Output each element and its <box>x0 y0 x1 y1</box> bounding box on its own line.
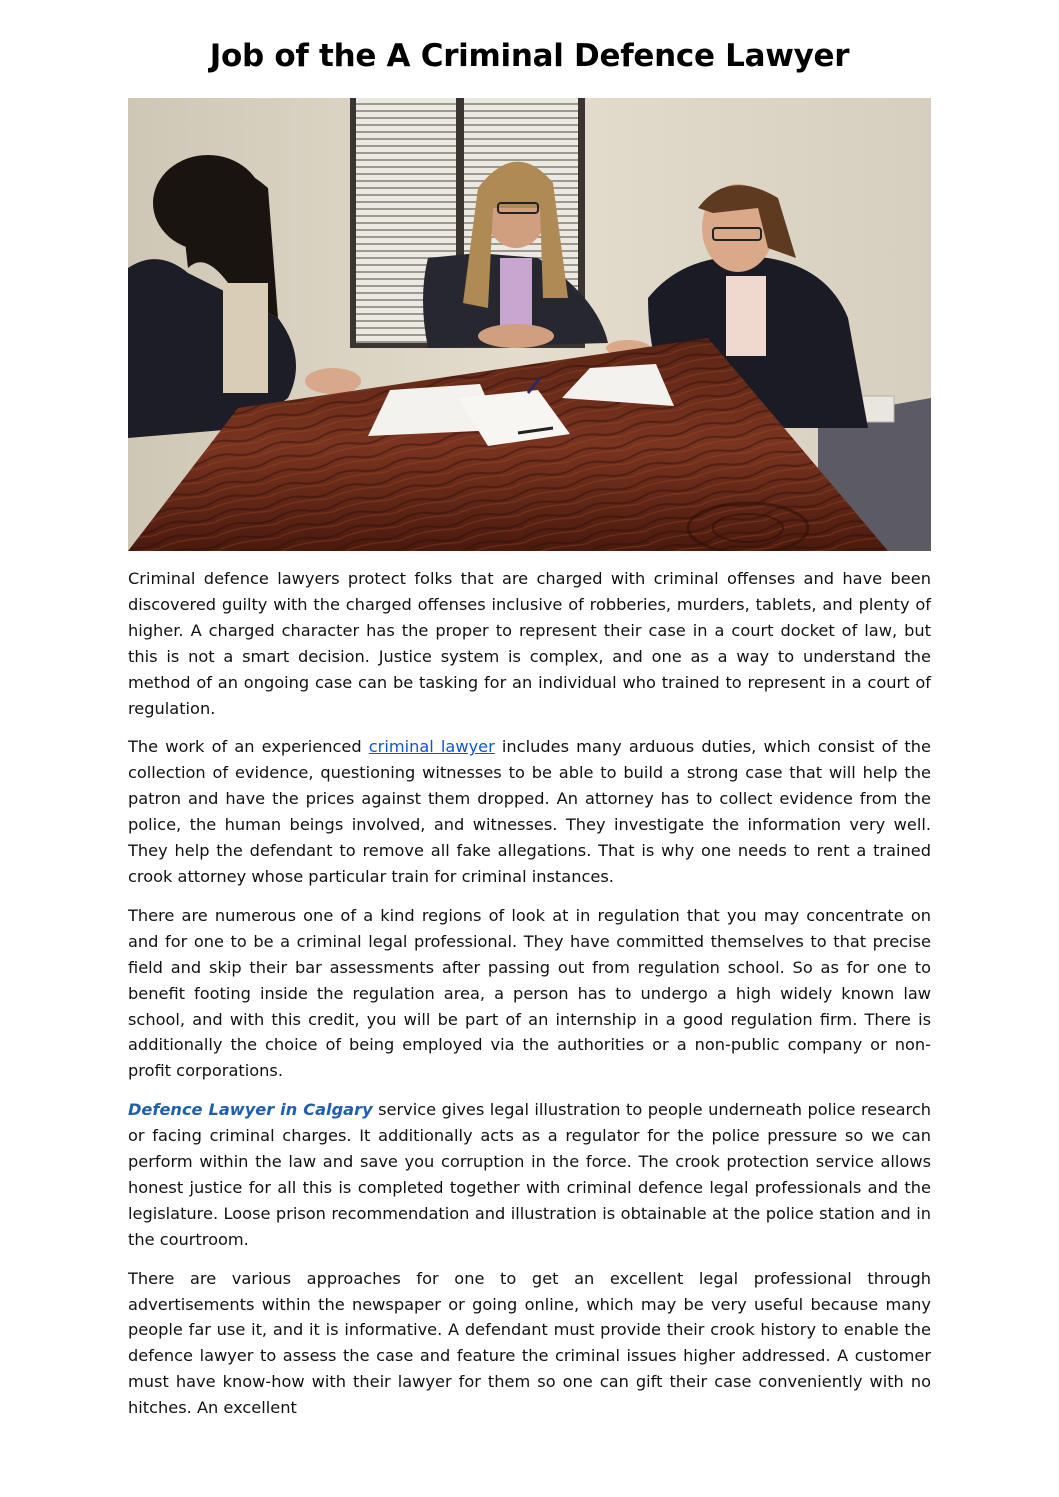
paragraph-3: There are numerous one of a kind regions of look at in regulation that you may concentrate on and for one to be a criminal legal professional. They have committed themselves to that precise field and skip their bar assessments after passing out from regulation school. So as for one to benefit footing inside the regulation area, a person has to undergo a high widely known law school, and with this credit, you will be part of an internship in a good regulation firm. There is additionally the choice of being employed via the authorities or a non-public company or non-profit corporations. <box>128 905 931 1081</box>
lawyers-meeting-photo <box>128 98 931 551</box>
paragraph-1: Criminal defence lawyers protect folks that are charged with criminal offenses and have been discovered guilty with the charged offenses inclusive of robberies, murders, tablets, and plenty of higher. A charged character has the proper to represent their case in a court docket of law, but this is not a smart decision. Justice system is complex, and one as a way to understand the method of an ongoing case can be tasking for an individual who trained to represent in a court of regulation. <box>128 569 931 718</box>
paragraph-2-lead: The work of an experienced <box>128 737 369 757</box>
paragraph-4 <box>128 1097 931 1252</box>
paragraph-2-rest: includes many arduous duties, which consist of the collection of evidence, questioning witnesses to be able to build a strong case that will help the patron and have the prices against them dropped. An attorney has to collect evidence from the police, the human beings involved, and witnesses. They investigate the information very well. They help the defendant to remove all fake allegations. That is why one needs to rent a trained crook attorney whose particular train for criminal instances. <box>128 737 931 886</box>
paragraph-2 <box>128 734 931 889</box>
paragraph-4-rest: service gives legal illustration to people underneath police research or facing criminal charges. It additionally acts as a regulator for the police pressure so we can perform within the law and save you corruption in the force. The crook protection service allows honest justice for all this is completed together with criminal defence legal professionals and the legislature. Loose prison recommendation and illustration is obtainable at the police station and in the courtroom. <box>128 1100 931 1249</box>
defence-lawyer-calgary-link[interactable]: Defence Lawyer in Calgary <box>128 1100 373 1120</box>
page-title: Job of the A Criminal Defence Lawyer <box>209 38 850 74</box>
criminal-lawyer-link[interactable]: criminal lawyer <box>368 737 495 757</box>
paragraph-5: There are various approaches for one to get an excellent legal professional through advertisements within the newspaper or going online, which may be very useful because many people far use it, and it is informative. A defendant must provide their crook history to enable the defence lawyer to assess the case and feature the criminal issues higher addressed. A customer must have know-how with their lawyer for them so one can gift their case conveniently with no hitches. An excellent <box>128 1268 931 1418</box>
article-body <box>128 566 931 1434</box>
